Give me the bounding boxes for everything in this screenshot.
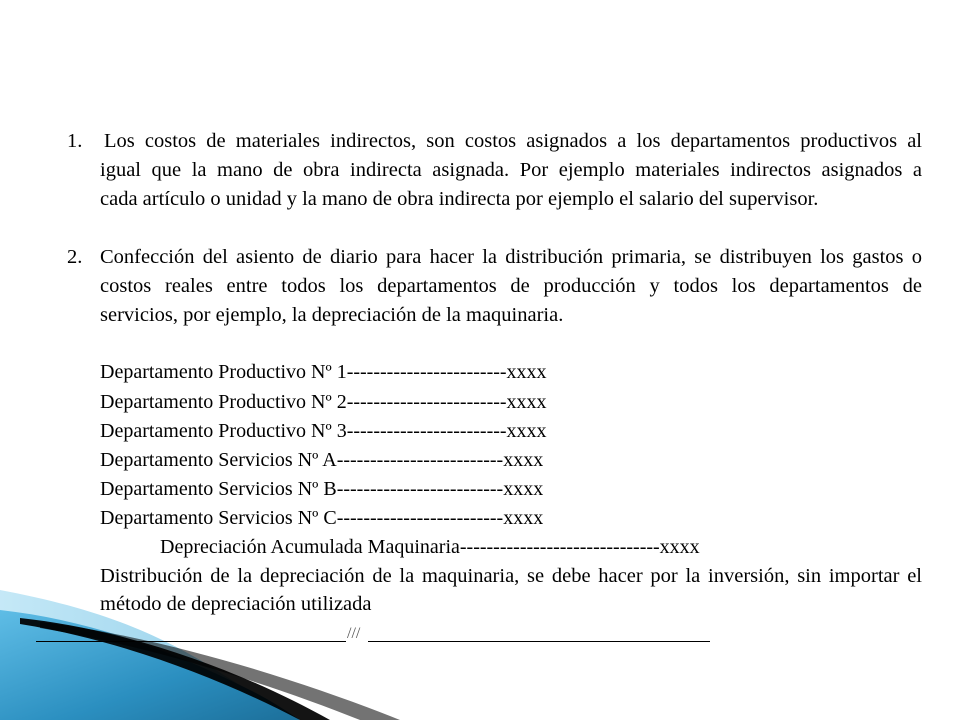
item-1-line-2: igual que la mano de obra indirecta asignada. Por ejemplo materiales indirectos asignados a: [100, 159, 922, 181]
credit-line: Depreciación Acumulada Maquinaria------------------------------xxxx: [160, 536, 700, 558]
item-2-line-1: Confección del asiento de diario para hacer la distribución primaria, se distribuyen los gastos o: [100, 246, 922, 268]
debit-line-2: Departamento Productivo Nº 2------------------------xxxx: [100, 391, 547, 413]
item-2-line-3: servicios, por ejemplo, la depreciación de la maquinaria.: [100, 304, 564, 326]
note-line-1: Distribución de la depreciación de la maquinaria, se debe hacer por la inversión, sin importar el: [100, 565, 922, 587]
debit-line-6: Departamento Servicios Nº C-------------------------xxxx: [100, 507, 544, 529]
item-1-line-3: cada artículo o unidad y la mano de obra indirecta por ejemplo el salario del supervisor.: [100, 188, 819, 210]
note-line-2: método de depreciación utilizada: [100, 593, 372, 615]
item-1-line-1: Los costos de materiales indirectos, son costos asignados a los departamentos productivos al: [104, 130, 922, 152]
item-1-number: 1.: [67, 130, 83, 152]
debit-line-5: Departamento Servicios Nº B-------------------------xxxx: [100, 478, 544, 500]
separator-mark: ///: [347, 625, 361, 642]
separator-rule-right: [368, 641, 710, 642]
item-2-line-2: costos reales entre todos los departamentos de producción y todos los departamentos de: [100, 275, 922, 297]
separator-rule-left: [36, 641, 346, 642]
debit-line-3: Departamento Productivo Nº 3------------------------xxxx: [100, 420, 547, 442]
debit-line-1: Departamento Productivo Nº 1------------------------xxxx: [100, 361, 547, 383]
item-2-number: 2.: [67, 246, 83, 268]
debit-line-4: Departamento Servicios Nº A-------------------------xxxx: [100, 449, 544, 471]
